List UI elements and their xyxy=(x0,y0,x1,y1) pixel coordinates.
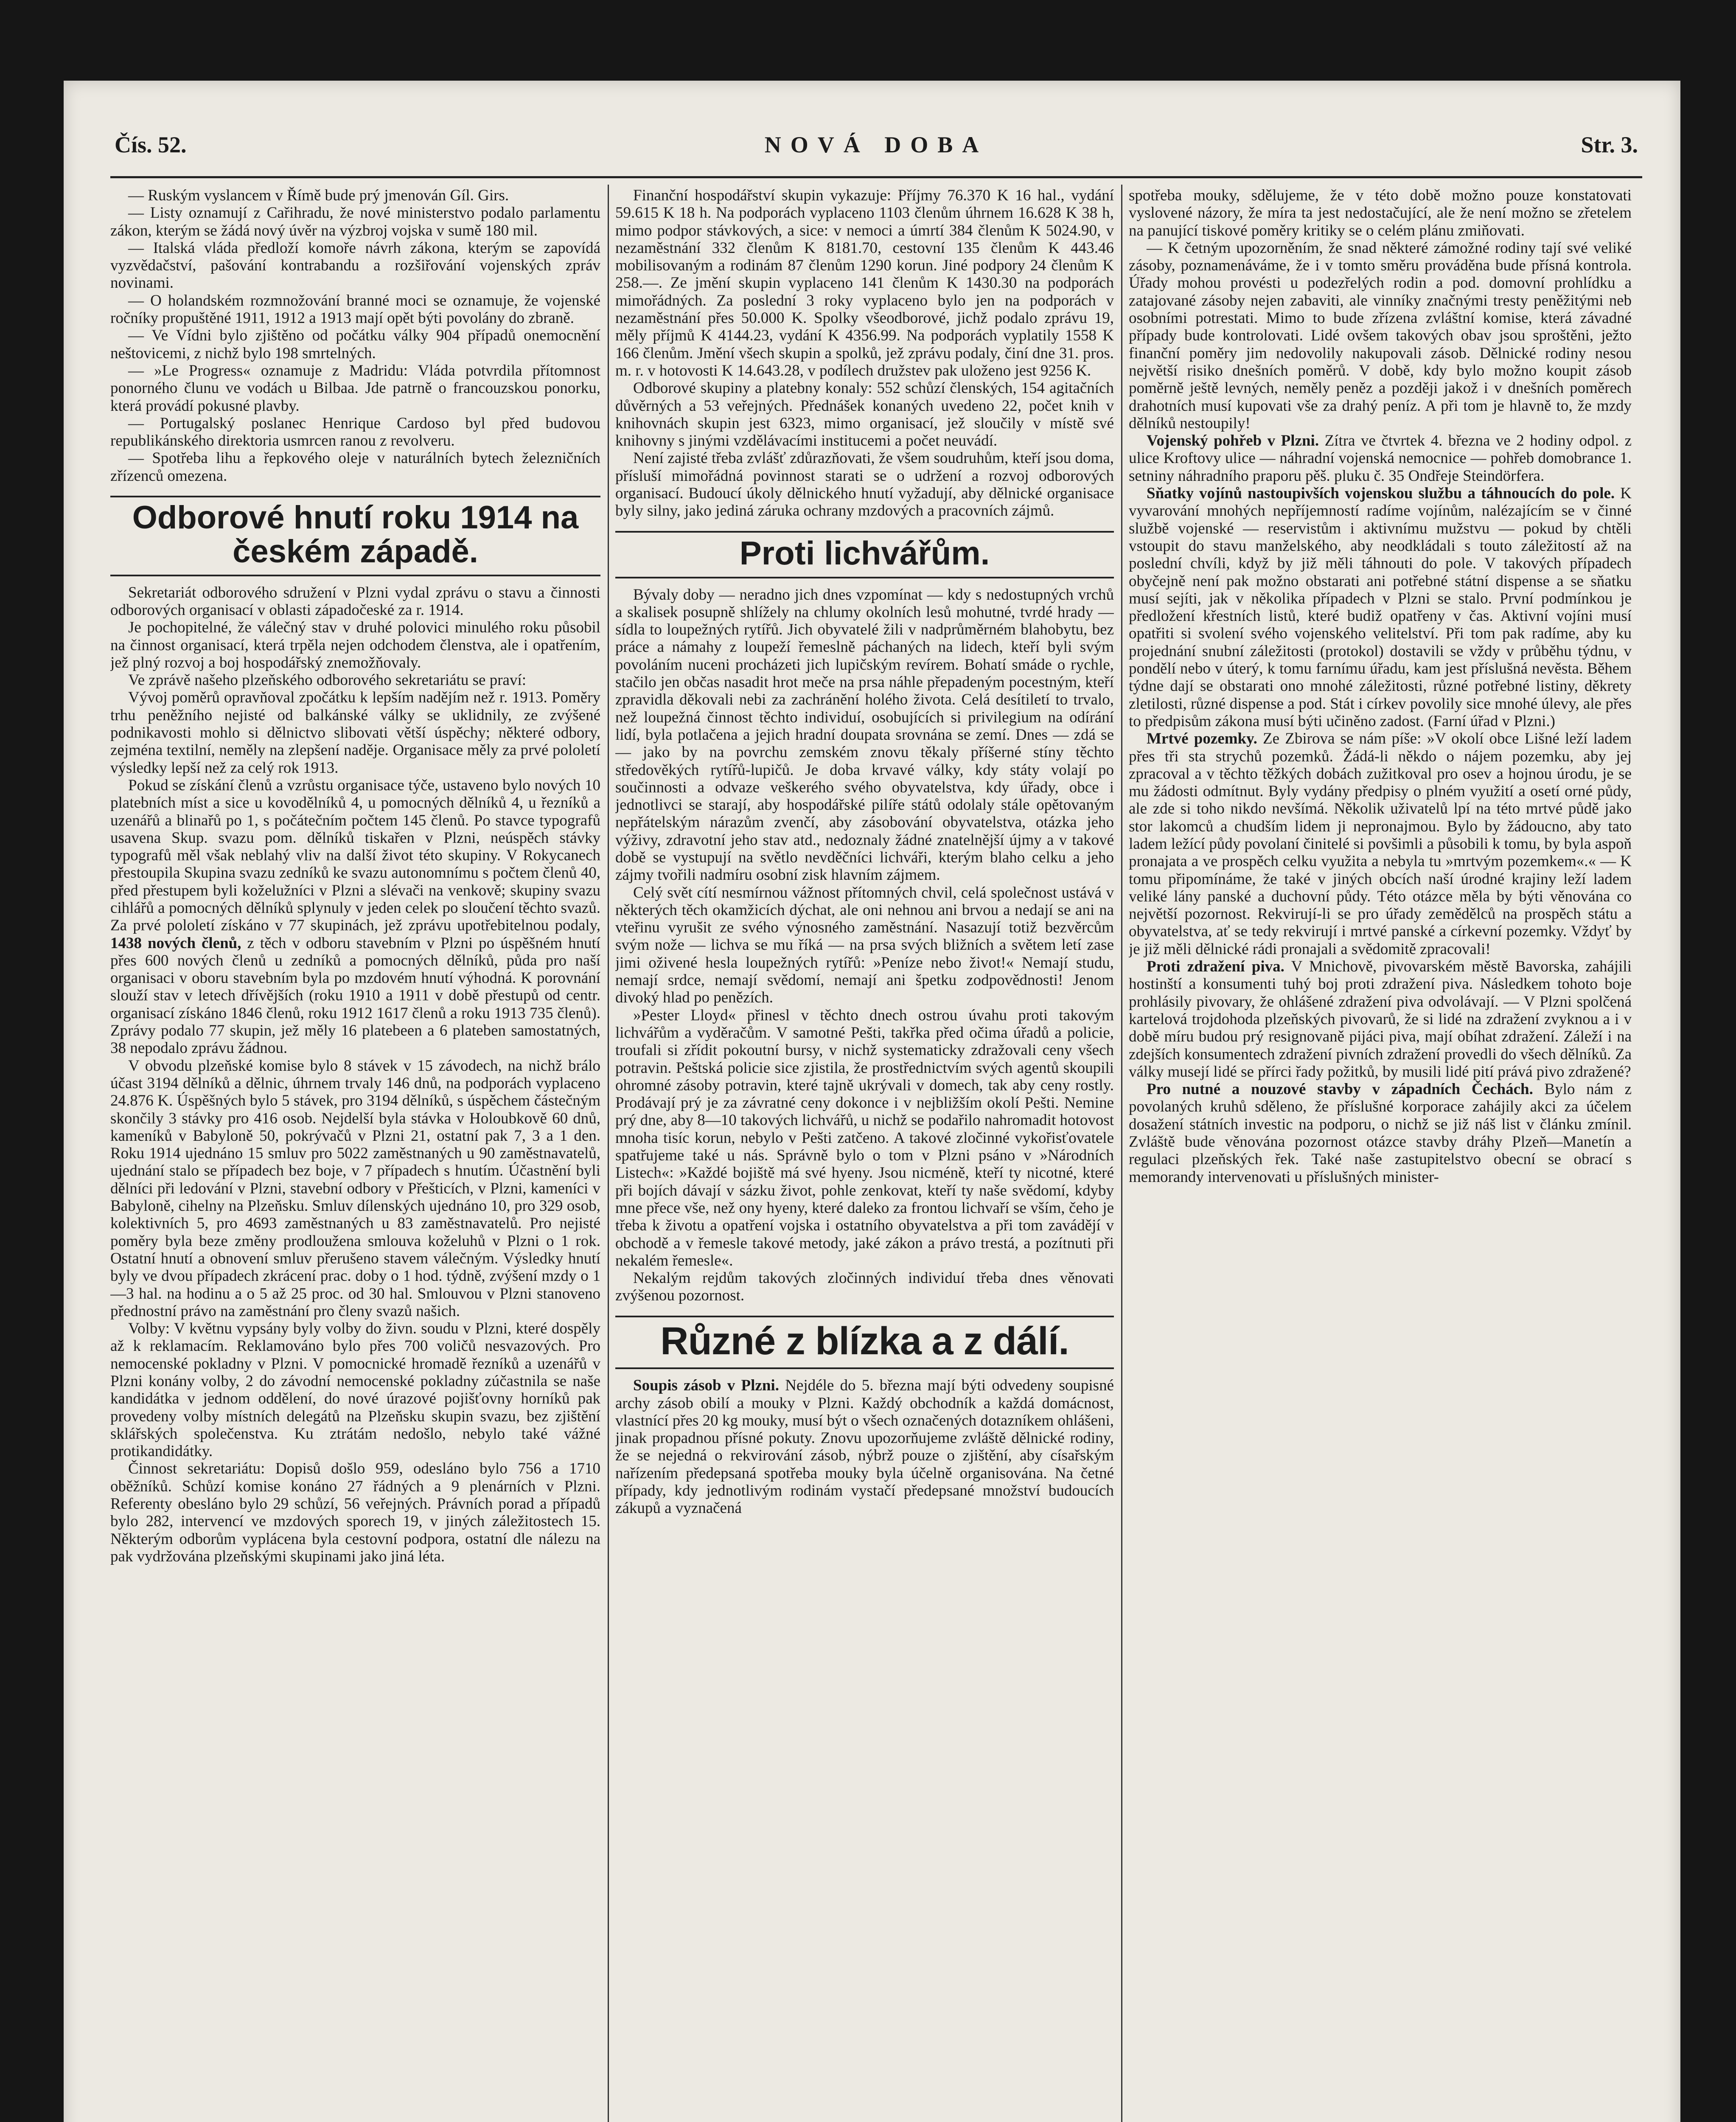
article-paragraph: Nekalým rejdům takových zločinných individuí třeba dnes věnovati zvýšenou pozornost. xyxy=(615,1269,1114,1305)
column-3 xyxy=(1129,187,1632,2122)
text-run: Ze Zbirova se nám píše: »V okolí obce Lišné leží ladem přes tři sta strychů pozemků. Žádá-li někdo o nájem pozemku, aby jej zpracoval a v těchto těžkých dobách zužitkoval pro osev a hojnou úrodu, je se mu žádosti odmítnut. Byly vydány předpisy o plném využití a osetí orné půdy, ale zde si toho nikdo nevšímá. Několik uživatelů lpí na této mrtvé půdě jako stor lakomců a chudším lidem ji nepronajmou. Bylo by žádoucno, aby tato ladem ležící půdy povolaní činitelé si povšimli a působili k tomu, by byla aspoň pronajata a ve prospěch celku využita a nebyla tu »mrtvým pozemkem«.« — K tomu připomínáme, že také v jiných obcích naší úrodné krajiny leží ladem veliké lány panské a duchovní půdy. Této otázce měla by býti věnována co největší pozornost. Rekvirují-li se pro úřady zemědělců na prospěch státu a obyvatelstva, ať se tedy rekvirují i mrtvé panské a církevní pozemky. Vždyť by je již měli dělnické rádi pronajali a svědomitě zpracovali! xyxy=(1129,730,1632,958)
article-paragraph: — K četným upozorněním, že snad některé zámožné rodiny tají své veliké zásoby, poznamenáváme, že i v tomto směru prováděna bude přísná kontrola. Úřady mohou provésti u podezřelých rodin a pod. domovní prohlídku a zatajované zásoby nejen zabaviti, ale vinníky značnými tresty peněžitými neb osobními potrestati. Mimo to bude zřízena zvláštní komise, která závadné případy bude kontrolovati. Lidé ovšem takových obav jsou sproštěni, ježto finanční poměry jim nedovolily nakupovali zásob. Dělnické rodiny nesou největší risiko dnešních poměrů. V době, kdy bylo možno koupit zásob poměrně ještě levných, neměly peněz a později jakož i v dnešních poměrech drahotních musí kupovati vše za drahý peníz. A při tom je hlavně to, že mzdy dělníků nestoupily! xyxy=(1129,239,1632,432)
article-paragraph: Bývaly doby — neradno jich dnes vzpomínat — kdy s nedostupných vrchů a skalisek posupně shlížely na chlumy okolních lesů mohutné, tvrdé hrady — sídla to loupežných rytířů. Jich obyvatelé žili v nadprůměrném blahobytu, bez práce a námahy z loupeží řemeslně páchaných na lidech, kteří byli svým povoláním nuceni procházeti jich lupičským revírem. Bohatí smáde o rychle, stačilo jen občas nasadit hrot meče na prsa náhle přepadeným pocestným, kteří zpravidla děkovali nebi za zachránění holého života. Celá desítiletí to trvalo, než loupežná činnost těchto individuí, osobujících si privilegium na odírání lidí, byla potlačena a jejich hradní doupata srovnána se zemí. Dnes — zdá se — jako by na povrchu zemském znovu těkaly příšerné stíny těchto středověkých rytířů-lupičů. Je doba krvavé války, kdy státy volají po součinnosti a odvaze veškerého svého obyvatelstva, kdy úřady, obce i jednotlivci se starají, aby hospodářské pilíře států odolaly stále opětovaným nepřátelským nárazům zvenčí, aby zásobování obyvatelstva, otázka jeho výživy, zdravotní jeho stav atd., nedoznaly žádné znatelnější újmy a v takové době se vystupují na světlo nevděčníci lichváři, kterým blaho celku a jeho zájmy tvořili nadmíru osobní zisk hlavním zájmem. xyxy=(615,586,1114,884)
article-paragraph: spotřeba mouky, sdělujeme, že v této době možno pouze konstatovati vyslovené názory, že míra ta jest nedostačující, ale že není možno se zřetelem na panující tiskové poměry kritiky se o celém plánu zmiňovati. xyxy=(1129,187,1632,239)
article-paragraph xyxy=(110,777,600,1057)
column-2 xyxy=(615,187,1114,2122)
article-paragraph: Celý svět cítí nesmírnou vážnost přítomných chvil, celá společnost ustává v některých těch okamžicích dýchat, ale oni nehnou ani brvou a nedají se ani na vteřinu vyrušit ze svého výnosného zaměstnání. Nasazují totiž bezvěrcům svým nože — lichva se mu říká — na prsa svých bližních a světem letí zase jimi oživené hesla loupežných rytířů: »Peníze nebo život!« Nemají studu, nemají srdce, nemají svědomí, nemají ani špetku zodpovědnosti! Jenom divoký hlad po penězích. xyxy=(615,884,1114,1007)
news-brief: — »Le Progress« oznamuje z Madridu: Vláda potvrdila přítomnost ponorného člunu ve vodách u Bilbaa. Jde patrně o francouzskou ponorku, která provádí pokusné plavby. xyxy=(110,362,600,415)
item-title: Vojenský pohřeb v Plzni. xyxy=(1147,432,1319,450)
column-1 xyxy=(110,187,600,2122)
item-title: Soupis zásob v Plzni. xyxy=(633,1377,779,1395)
news-brief: — O holandském rozmnožování branné moci se oznamuje, že vojenské ročníky propuštěné 1911, 1912 a 1913 mají opět býti povolány do zbraně. xyxy=(110,292,600,327)
item-title: Sňatky vojínů nastoupivších vojenskou službu a táhnoucích do pole. xyxy=(1147,485,1615,502)
emphasis: 1438 nových členů, xyxy=(110,934,241,952)
text-run: K vyvarování mnohých nepříjemností radíme vojínům, nalézajícím se v činné službě vojenské — reservistům i aktivnímu mužstvu — pokud by chtěli vstoupit do stavu manželského, aby neodkládali s touto záležitostí až na poslední chvíli, když by již měli táhnouti do pole. V takových případech obyčejně není pak možno obstarati ani potřebné státní dispense a se sňatku musí sejíti, jak v několika případech v Plzni se stalo. První podmínkou je předložení křestních listů, které budiž opatřeny v čas. Aktivní vojíni musí opatřiti si svolení svého vojenského velitelství. Při tom pak radíme, aby ku projednání snubní záležitosti (protokol) dostavili se vždy v průběhu týdnu, v pondělí nebo v úterý, k tomu farnímu úřadu, kam jest příslušná nevěsta. Během týdne dají se obstarati ono mnohé záležitosti, různé potřebné listiny, děkrety zletilosti, různé dispense a pod. Stát i církev povolily sice mnohé úlevy, ale přes to předpisům zákona musí býti učiněno zadost. (Farní úřad v Plzni.) xyxy=(1129,485,1632,730)
article-paragraph: Finanční hospodářství skupin vykazuje: Příjmy 76.370 K 16 hal., vydání 59.615 K 18 h. Na podporách vyplaceno 1103 členům úhrnem 16.628 K 38 h, mimo podpor stávkových, a sice: v nemoci a úmrtí 384 členům K 5024.90, v nezaměstnání 332 členům K 8181.70, cestovní 135 členům K 443.46 mobilisovaným a rodinám 87 členům 1290 korun. Jiné podpory 24 členům K 258.—. Ze jmění skupin vyplaceno 141 členům K 1430.30 na podporách mimořádných. Za poslední 3 roky vyplaceno bylo jen na podporách v nezaměstnání přes 50.000 K. Spolky všeodborové, jichž podalo zprávu 19, měly příjmů K 4144.23, vydání K 4356.99. Na podporách vyplatily 1558 K 166 členům. Jmění všech skupin a spolků, jež zprávu podaly, činí dne 31. pros. m. r. v hotovosti K 14.643.28, v podílech družstev pak uloženo jest 9256 K. xyxy=(615,187,1114,379)
article-paragraph xyxy=(1129,730,1632,958)
article-paragraph: »Pester Lloyd« přinesl v těchto dnech ostrou úvahu proti takovým lichvářům a vyděračům. V samotné Pešti, takřka před očima úřadů a policie, troufali si zřídit pokoutní bursy, v nichž systematicky zdražovali ceny všech potravin. Peštská policie sice zjistila, že prostřednictvím svých agentů skoupili ohromné zásoby potravin, které tajně ukrývali v domech, tak aby ceny rostly. Prodávají prý je za závratné ceny dokonce i v nejbližším okolí Pešti. Nemine prý dne, aby 8—10 takových lichvářů, u nichž se podařilo nahromadit hotovost mnoha tisíc korun, nebylo v Pešti zatčeno. A takové zločinné vykořisťovatele spatřujeme také u nás. Správně bylo o tom v Plzni psáno v »Národních Listech«: »Každé bojiště má své hyeny. Jsou nicméně, kteří ty nicotné, které při bojích dávají v sázku život, pohle zenkovat, kteří ty naše svědomí, kdyby mne přece vše, než ony hyeny, které daleko za frontou lichvaří se vším, čeho je třeba k životu a opatření vojska i ostatního obyvatelstva a při tom zavádějí v obchodě a v řemesle takové metody, jaké zákon a právo trestá, a pozítnuti při nekalém řemesle«. xyxy=(615,1006,1114,1269)
article-paragraph xyxy=(1129,958,1632,1081)
article-paragraph: Vývoj poměrů opravňoval zpočátku k lepším nadějím než r. 1913. Poměry trhu peněžního nejisté od balkánské války se uklidnily, ze zvýšené podnikavosti mohlo si dělnictvo slibovati větší úspěchy; některé odbory, zejména textilní, neměly na zlepšení naděje. Organisace měly za prvé pololetí výsledky lepší než za celý rok 1913. xyxy=(110,689,600,777)
column-divider xyxy=(1121,185,1122,2122)
text-run: z těch v odboru stavebním v Plzni po úspěšném hnutí přes 600 nových členů u zedníků a pomocných dělníků, půda pro naší organisaci v oboru stavebním byla po mzdovém hnutí výhodná. K porovnání slouží stav v letech dřívějších (roku 1910 a 1911 v době přestupů od centr. organisací získáno 1846 členů, roku 1912 1617 členů a roku 1913 735 členů). Zprávy podalo 77 skupin, jež měly 16 platebeen a 6 plateben samostatných, 38 nepodalo zprávu žádnou. xyxy=(110,934,600,1057)
article-paragraph xyxy=(1129,1081,1632,1186)
article-heading: Proti lichvářům. xyxy=(615,531,1114,578)
item-title: Mrtvé pozemky. xyxy=(1147,730,1257,748)
masthead xyxy=(115,132,1638,166)
page-number: Str. 3. xyxy=(1581,132,1638,157)
newspaper-page xyxy=(64,81,1680,2122)
column-divider xyxy=(608,185,609,2122)
news-brief: — Ve Vídni bylo zjištěno od počátku války 904 případů onemocnění neštovicemi, z nichž bylo 198 smrtelných. xyxy=(110,327,600,362)
article-paragraph: V obvodu plzeňské komise bylo 8 stávek v 15 závodech, na nichž brálo účast 3194 dělníků a dělnic, úhrnem trvaly 146 dnů, na podporách vyplaceno 24.876 K. Úspěšných bylo 5 stávek, pro 3194 dělníků, s úspěchem částečným skončily 3 stávky pro 416 osob. Nejdelší byla stávka v Holoubkově 60 dnů, kameníků v Babyloně 50, pokrývačů v Plzni 21, ostatní pak 7, 3 a 1 den. Roku 1914 ujednáno 15 smluv pro 5022 zaměstnaných u 90 zaměstnavatelů, ujednání stalo se případech bez boje, v 7 případech s hnutím. Účastnění byli dělníci při ledování v Plzni, stavební odbory v Přešticích, v Plzni, kameníci v Babyloně, cihelny na Plzeňsku. Smluv dílenských ujednáno 10, pro 329 osob, kolektivních 5, pro 4693 zaměstnaných u 83 zaměstnavatelů. Pro nejisté poměry byla beze změny prodloužena smlouva koželuhů v Plzni o 1 rok. Ostatní hnutí a obnovení smluv přerušeno stavem válečným. Výsledky hnutí byly ve dvou případech zkrácení prac. doby o 1 hod. týdně, zvýšení mzdy o 1—3 hal. na hodinu a o 5 až 25 proc. od 30 hal. Smlouvou v Plzni stanoveno přednostní právo na zaměstnání pro členy svazů našich. xyxy=(110,1057,600,1320)
text-run: Bylo nám z povolaných kruhů sděleno, že příslušné korporace zahájily akci za účelem dosažení státních investic na podporu, o nichž se již náš list v článku zmínil. Zvláště bude věnována pozornost otázce stavby dráhy Plzeň—Manetín a regulaci plzeňských řek. Také naše zastupitelstvo obecní se obrací s memorandy intervenovati u příslušných minister- xyxy=(1129,1081,1632,1186)
masthead-rule xyxy=(110,176,1642,178)
article-paragraph: Sekretariát odborového sdružení v Plzni vydal zprávu o stavu a činnosti odborových organisací v oblasti západočeské za r. 1914. xyxy=(110,584,600,619)
issue-number: Čís. 52. xyxy=(115,132,187,157)
text-run: V Mnichově, pivovarském městě Bavorska, zahájili hostinští a konsumenti tuhý boj proti zdražení piva. Následkem tohoto boje prohlásily pivovary, že ohlášené zdražení piva odvolávají. — V Plzni spolčená kartelová trojdohoda plzeňských pivovarů, že si lidé na zdražení zvyknou a i v době míru budou prý resignovaně pijáci piva, mají obíhat zdražení. Záleží i na zdejších konsumentech zdražení pivních zdražení provedli do všech dělníků. Za války musejí lidé se přírci řady požitků, by musili lidé pití prává pivo zdražené? xyxy=(1129,958,1632,1081)
news-brief: — Spotřeba lihu a řepkového oleje v naturálních bytech železničních zřízenců omezena. xyxy=(110,449,600,485)
article-paragraph: Ve zprávě našeho plzeňského odborového sekretariátu se praví: xyxy=(128,671,527,689)
news-brief: — Listy oznamují z Cařihradu, že nové ministerstvo podalo parlamentu zákon, kterým se žádá nový úvěr na výzbroj vojska v sumě 180 mil. xyxy=(110,204,600,239)
news-brief: — Italská vláda předloží komoře návrh zákona, kterým se zapovídá vyzvědačství, pašování kontrabandu a rozšiřování vojenských zpráv novinami. xyxy=(110,239,600,292)
article-paragraph xyxy=(1129,485,1632,730)
article-heading: Odborové hnutí roku 1914 na českém západě. xyxy=(110,496,600,576)
news-brief: — Ruským vyslancem v Římě bude prý jmenován Gíl. Girs. xyxy=(128,187,509,204)
item-title: Proti zdražení piva. xyxy=(1147,958,1284,976)
article-paragraph: Není zajisté třeba zvlášť zdůrazňovati, že všem soudruhům, kteří jsou doma, přísluší mimořádná povinnost starati se o udržení a rozvoj odborových organisací. Budoucí úkoly dělnického hnutí vyžadují, aby dělnické organisace byly silny, jako jediná záruka ochrany mzdových a pracovních zájmů. xyxy=(615,449,1114,520)
item-title: Pro nutné a nouzové stavby v západních Čechách. xyxy=(1147,1081,1533,1098)
text-run: Nejdéle do 5. března mají býti odvedeny soupisné archy zásob obilí a mouky v Plzni. Každý obchodník a každá domácnost, vlastnící přes 20 kg mouky, musí být o všech označených dotazníkem ohlášeni, jinak propadnou přísné pokuty. Znovu upozorňujeme zvláště dělnické rodiny, že se nejedná o rekvirování zásob, nýbrž pouze o zjištění, aby císařským nařízením předepsaná spotřeba mouky byla účelně organisována. Na četné případy, kdy jednotlivým rodinám vystačí předepsané množství budoucích zákupů a vyznačená xyxy=(615,1377,1114,1517)
article-paragraph xyxy=(1129,432,1632,485)
news-brief: — Portugalský poslanec Henrique Cardoso byl před budovou republikánského direktoria usmrcen ranou z revolveru. xyxy=(110,414,600,450)
newspaper-title: NOVÁ DOBA xyxy=(764,132,988,157)
section-heading: Různé z blízka a z dálí. xyxy=(615,1316,1114,1370)
article-paragraph xyxy=(615,1377,1114,1517)
text-run: Zítra ve čtvrtek 4. března ve 2 hodiny odpol. z ulice Kroftovy ulice — náhradní vojenská nemocnice — pohřeb domobrance 1. setniny náhradního praporu pěš. pluku č. 35 Ondřeje Steindörfera. xyxy=(1129,432,1632,485)
text-run: Pokud se získání členů a vzrůstu organisace týče, ustaveno bylo nových 10 platebních míst a sice u kovodělníků 4, u pomocných dělníků 4, u řezníků a uzenářů a blinařů po 1, s počátečním počtem 145 členů. Po stavce typografů usavena Skup. svazu pom. dělníků tiskařen v Plzni, neúspěch stávky typografů měl však neblahý vliv na další život této skupiny. V Rokycanech přestoupila Skupina svazu zedníků ke svazu autonomnímu s počtem členů 40, před přestupem byli koželužníci v Plzni a slévači na venkově; skupiny svazu cihlářů a pomocných dělníků splynuly v jeden celek po sloučení těchto svazů. Za prvé pololetí získáno v 77 skupinách, jež zprávu upotřebitelnou podaly, xyxy=(110,776,600,935)
article-paragraph: Činnost sekretariátu: Dopisů došlo 959, odesláno bylo 756 a 1710 oběžníků. Schůzí komise konáno 27 řádných a 9 plenárních v Plzni. Referenty obesláno bylo 29 schůzí, 56 veřejných. Právních porad a případů bylo 282, intervencí ve mzdových sporech 19, v jiných záležitostech 15. Některým odborům vyplácena byla cestovní podpora, ostatní dle nálezu na pak vydržována plzeňskými skupinami jako jiná léta. xyxy=(110,1460,600,1565)
article-paragraph: Je pochopitelné, že válečný stav v druhé polovici minulého roku působil na činnost organisací, která trpěla nejen odchodem členstva, ale i opatřením, jež plný rozvoj a boj hospodářský znemožňovaly. xyxy=(110,619,600,671)
article-paragraph: Volby: V květnu vypsány byly volby do živn. soudu v Plzni, které dospěly až k reklamacím. Reklamováno bylo přes 700 voličů nesvazových. Pro nemocenské pokladny v Plzni. V pomocnické hromadě řezníků a uzenářů v Plzni konány volby, 2 do závodní nemocenské pokladny zúčastnila se naše kandidátka v jednom oddělení, do nové úrazové pojišťovny horníků pak provedeny volby místních delegátů na Plzeňsku skupin svazu, bez zjištění sklářských společenstva. Ku ztrátám nedošlo, nebylo také vážné protikandidátky. xyxy=(110,1320,600,1460)
article-paragraph: Odborové skupiny a platebny konaly: 552 schůzí členských, 154 agitačních důvěrných a 53 veřejných. Přednášek konaných uvedeno 22, počet knih v knihovnách skupin jest 6323, mimo organisací, jež sloučily v místě své knihovny s jinými vzdělávacími institucemi a počet neuvádí. xyxy=(615,379,1114,450)
